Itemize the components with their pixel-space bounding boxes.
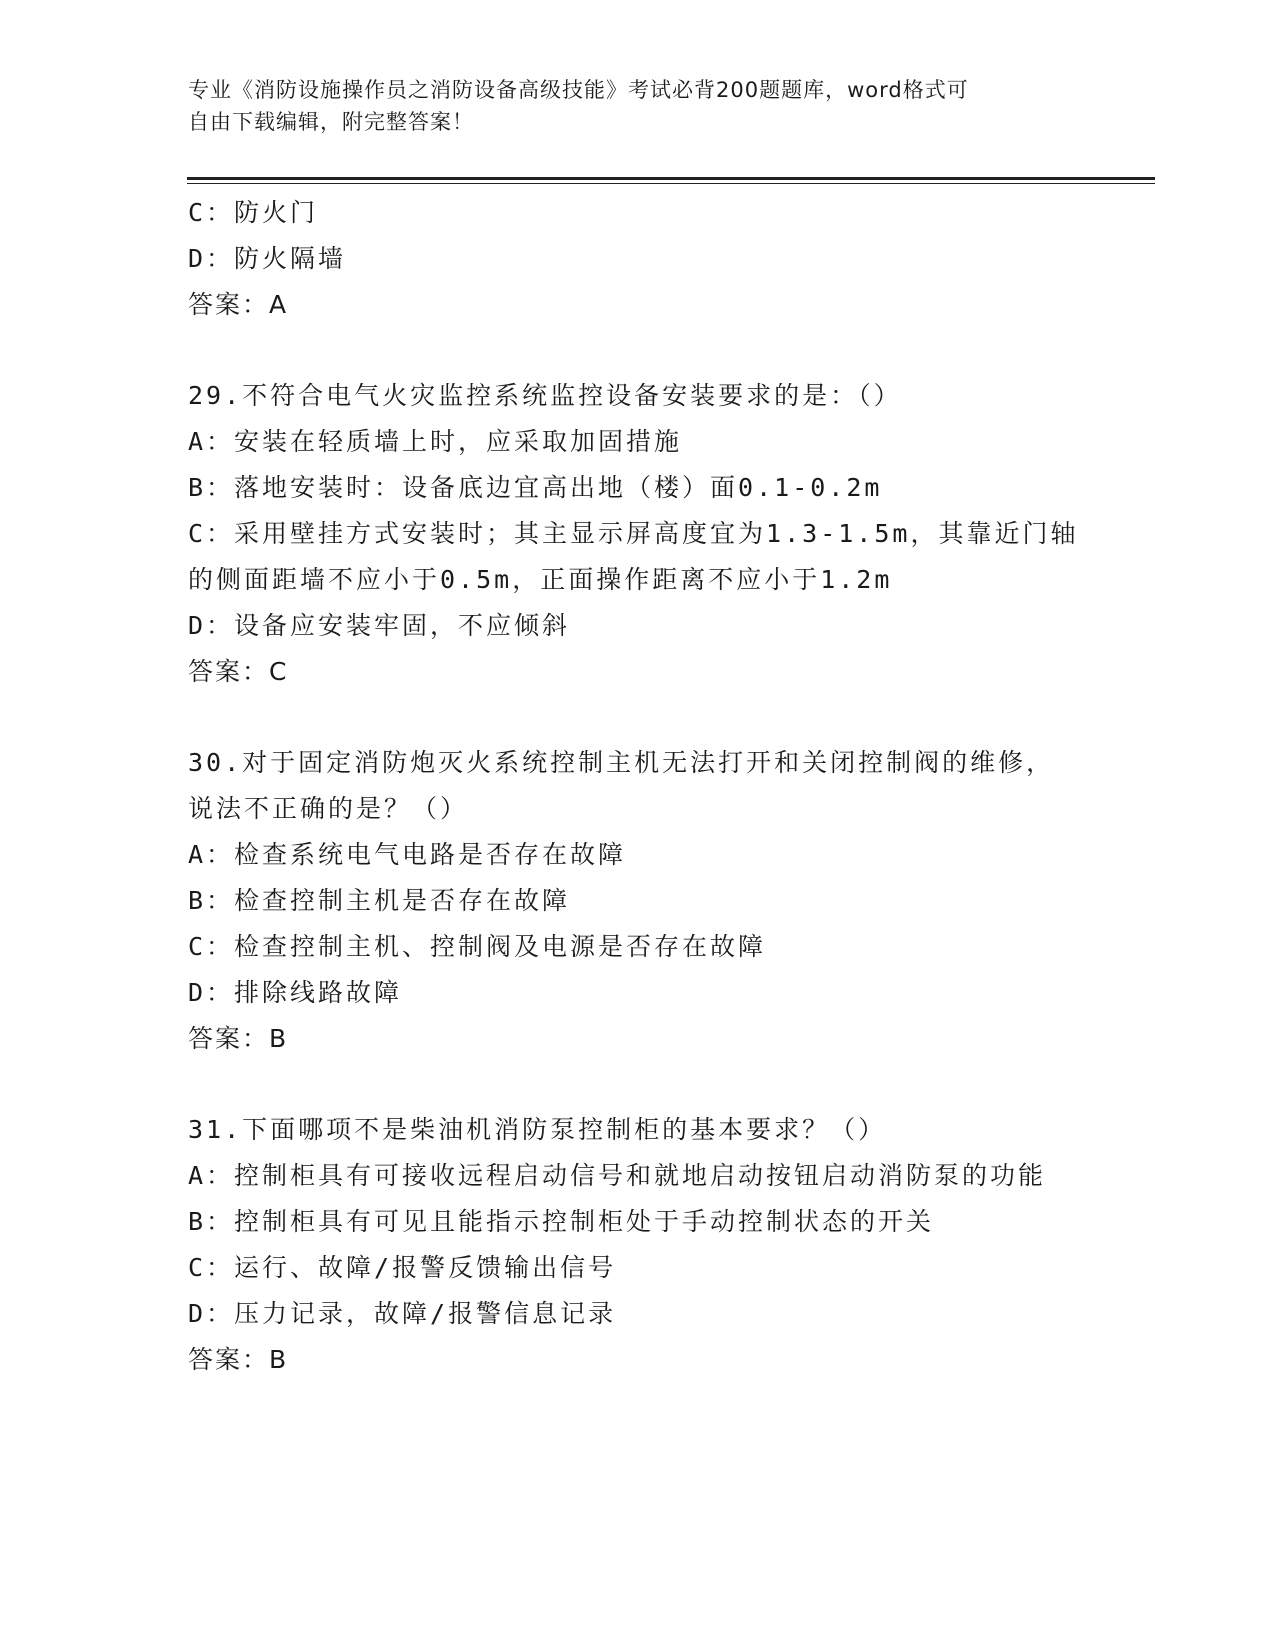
question-stem: 29.不符合电气火灾监控系统监控设备安装要求的是：（） bbox=[188, 381, 902, 410]
option-d: D：防火隔墙 bbox=[188, 244, 347, 273]
document-header bbox=[188, 74, 1088, 138]
option-b: B：落地安装时：设备底边宜高出地（楼）面0.1-0.2m bbox=[188, 473, 883, 502]
question-stem: 31.下面哪项不是柴油机消防泵控制柜的基本要求？（） bbox=[188, 1115, 887, 1144]
option-a: A：检查系统电气电路是否存在故障 bbox=[188, 840, 627, 869]
spacer bbox=[188, 328, 1108, 373]
header-divider-thin bbox=[187, 183, 1155, 184]
answer-line: 答案：B bbox=[188, 1024, 289, 1053]
option-a: A：控制柜具有可接收远程启动信号和就地启动按钮启动消防泵的功能 bbox=[188, 1161, 1047, 1190]
question-stem-continued: 说法不正确的是？（） bbox=[188, 794, 469, 823]
question-29 bbox=[188, 373, 1108, 695]
question-28-tail bbox=[188, 190, 1108, 328]
answer-line: 答案：C bbox=[188, 657, 289, 686]
header-divider-thick bbox=[187, 177, 1155, 180]
question-stem: 30.对于固定消防炮灭火系统控制主机无法打开和关闭控制阀的维修， bbox=[188, 748, 1055, 777]
option-d: D：压力记录，故障/报警信息记录 bbox=[188, 1299, 617, 1328]
option-b: B：检查控制主机是否存在故障 bbox=[188, 886, 571, 915]
answer-line: 答案：A bbox=[188, 290, 289, 319]
option-c: C：防火门 bbox=[188, 198, 319, 227]
spacer bbox=[188, 695, 1108, 740]
option-b: B：控制柜具有可见且能指示控制柜处于手动控制状态的开关 bbox=[188, 1207, 935, 1236]
header-title-line-2: 自由下载编辑，附完整答案！ bbox=[188, 110, 474, 134]
option-c: C：采用壁挂方式安装时；其主显示屏高度宜为1.3-1.5m，其靠近门轴 bbox=[188, 519, 1079, 548]
option-a: A：安装在轻质墙上时，应采取加固措施 bbox=[188, 427, 683, 456]
option-c: C：运行、故障/报警反馈输出信号 bbox=[188, 1253, 617, 1282]
option-d: D：排除线路故障 bbox=[188, 978, 403, 1007]
answer-line: 答案：B bbox=[188, 1345, 289, 1374]
question-list bbox=[188, 190, 1108, 1383]
option-d: D：设备应安装牢固，不应倾斜 bbox=[188, 611, 571, 640]
spacer bbox=[188, 1062, 1108, 1107]
question-30 bbox=[188, 740, 1108, 1062]
option-c-continued: 的侧面距墙不应小于0.5m，正面操作距离不应小于1.2m bbox=[188, 565, 893, 594]
option-c: C：检查控制主机、控制阀及电源是否存在故障 bbox=[188, 932, 767, 961]
question-31 bbox=[188, 1107, 1108, 1383]
header-title-line-1: 专业《消防设施操作员之消防设备高级技能》考试必背200题题库，word格式可 bbox=[188, 78, 969, 102]
